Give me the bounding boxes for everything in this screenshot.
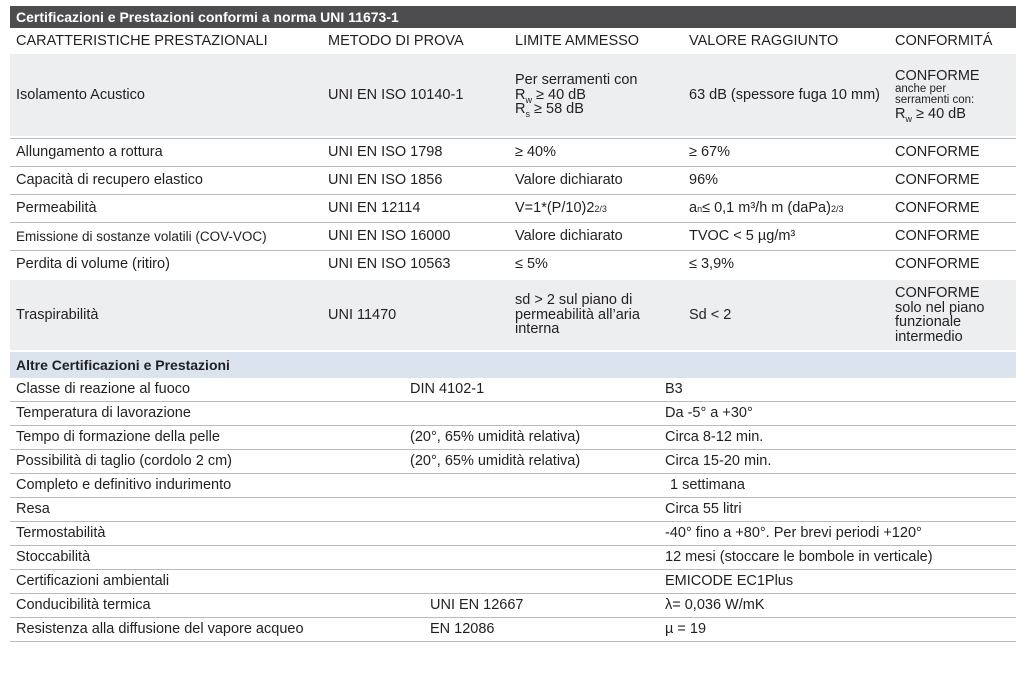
table-row: Classe di reazione al fuoco DIN 4102-1 B3 (16, 381, 683, 398)
table-row (10, 222, 1016, 250)
row-method: UNI EN ISO 10140-1 (328, 86, 464, 103)
row-conformity: CONFORME (895, 200, 980, 217)
row-method: UNI EN 12114 (328, 200, 421, 217)
row-name: Emissione di sostanze volatili (COV-VOC) (16, 228, 267, 244)
limit-rw: $R_w \ge 40$ dB (515, 86, 586, 105)
table-row: Resistenza alla diffusione del vapore acqueo EN 12086 µ = 19 (10, 617, 1016, 641)
table-row: Certificazioni ambientali EMICODE EC1Plus (10, 569, 1016, 593)
row-value: ≤ 3,9% (689, 256, 735, 273)
row-value: ≥ 67% (689, 144, 731, 161)
table-row: Completo e definitivo indurimento 1 settimana (10, 473, 1016, 497)
row-conformity: CONFORME solo nel piano funzionale intermedio (895, 285, 985, 345)
row-method: UNI EN ISO 10563 (328, 256, 451, 273)
header-conformita: CONFORMITÁ (895, 32, 993, 49)
table-row: Conducibilità termica UNI EN 12667 λ= 0,036 W/mK (10, 593, 1016, 617)
limit-rs: $R_s \ge 58$ dB (515, 101, 584, 120)
row-value: 63 dB (spessore fuga 10 mm) (689, 86, 881, 103)
table-header-row (10, 28, 1016, 54)
row-conformity: CONFORME (895, 228, 980, 245)
row-name: Isolamento Acustico (16, 86, 145, 103)
table-row: Resa Circa 55 litri (10, 497, 1016, 521)
row-name: Perdita di volume (ritiro) (16, 256, 170, 273)
table-row (10, 280, 1016, 350)
row-limit: V=1*(P/10)2 2/3 (515, 200, 607, 217)
header-caratteristiche: CARATTERISTICHE PRESTAZIONALI (16, 32, 268, 49)
limit-line1: Per serramenti con (515, 72, 638, 89)
row-limit: Valore dichiarato (515, 228, 623, 245)
row-name: Permeabilità (16, 200, 97, 217)
row-conformity: CONFORME (895, 172, 980, 189)
table-row: Termostabilità -40° fino a +80°. Per brevi periodi +120° (10, 521, 1016, 545)
table-row (10, 54, 1016, 136)
table-row (10, 166, 1016, 194)
table-row: Stoccabilità 12 mesi (stoccare le bombole in verticale) (10, 545, 1016, 569)
table-title: Certificazioni e Prestazioni conformi a norma UNI 11673-1 (10, 6, 1016, 28)
header-limite: LIMITE AMMESSO (515, 32, 640, 49)
row-method: UNI 11470 (328, 306, 397, 323)
row-limit (515, 54, 685, 136)
row-limit: sd > 2 sul piano di permeabilità all’aria interna (515, 292, 640, 338)
row-value: Sd < 2 (689, 306, 732, 323)
row-name: Capacità di recupero elastico (16, 172, 203, 189)
row-method: UNI EN ISO 1798 (328, 144, 443, 161)
row-limit: Valore dichiarato (515, 172, 623, 189)
row-value: a n ≤ 0,1 m³/h m (daPa) 2/3 (689, 200, 844, 217)
header-valore: VALORE RAGGIUNTO (689, 32, 839, 49)
table-row: Temperatura di lavorazione Da -5° a +30° (10, 401, 1016, 425)
table-row (10, 194, 1016, 222)
table-row: Possibilità di taglio (cordolo 2 cm) (20°, 65% umidità relativa) Circa 15-20 min. (10, 449, 1016, 473)
table-bottom-rule (10, 641, 1016, 642)
row-limit: ≥ 40% (515, 144, 557, 161)
row-name: Allungamento a rottura (16, 144, 163, 161)
table-row (10, 250, 1016, 278)
section-title-altre: Altre Certificazioni e Prestazioni (10, 352, 1016, 378)
row-method: UNI EN ISO 1856 (328, 172, 443, 189)
row-conformity: CONFORME anche per serramenti con: $R_w \ge 40$ dB (895, 68, 980, 124)
row-name: Traspirabilità (16, 306, 99, 323)
table-row (10, 138, 1016, 166)
row-value: 96% (689, 172, 719, 189)
row-conformity: CONFORME (895, 256, 980, 273)
row-limit: ≤ 5% (515, 256, 548, 273)
table-row: Tempo di formazione della pelle (20°, 65% umidità relativa) Circa 8-12 min. (10, 425, 1016, 449)
row-method: UNI EN ISO 16000 (328, 228, 451, 245)
row-value: TVOC < 5 µg/m³ (689, 228, 796, 245)
header-metodo: METODO DI PROVA (328, 32, 464, 49)
row-conformity: CONFORME (895, 144, 980, 161)
